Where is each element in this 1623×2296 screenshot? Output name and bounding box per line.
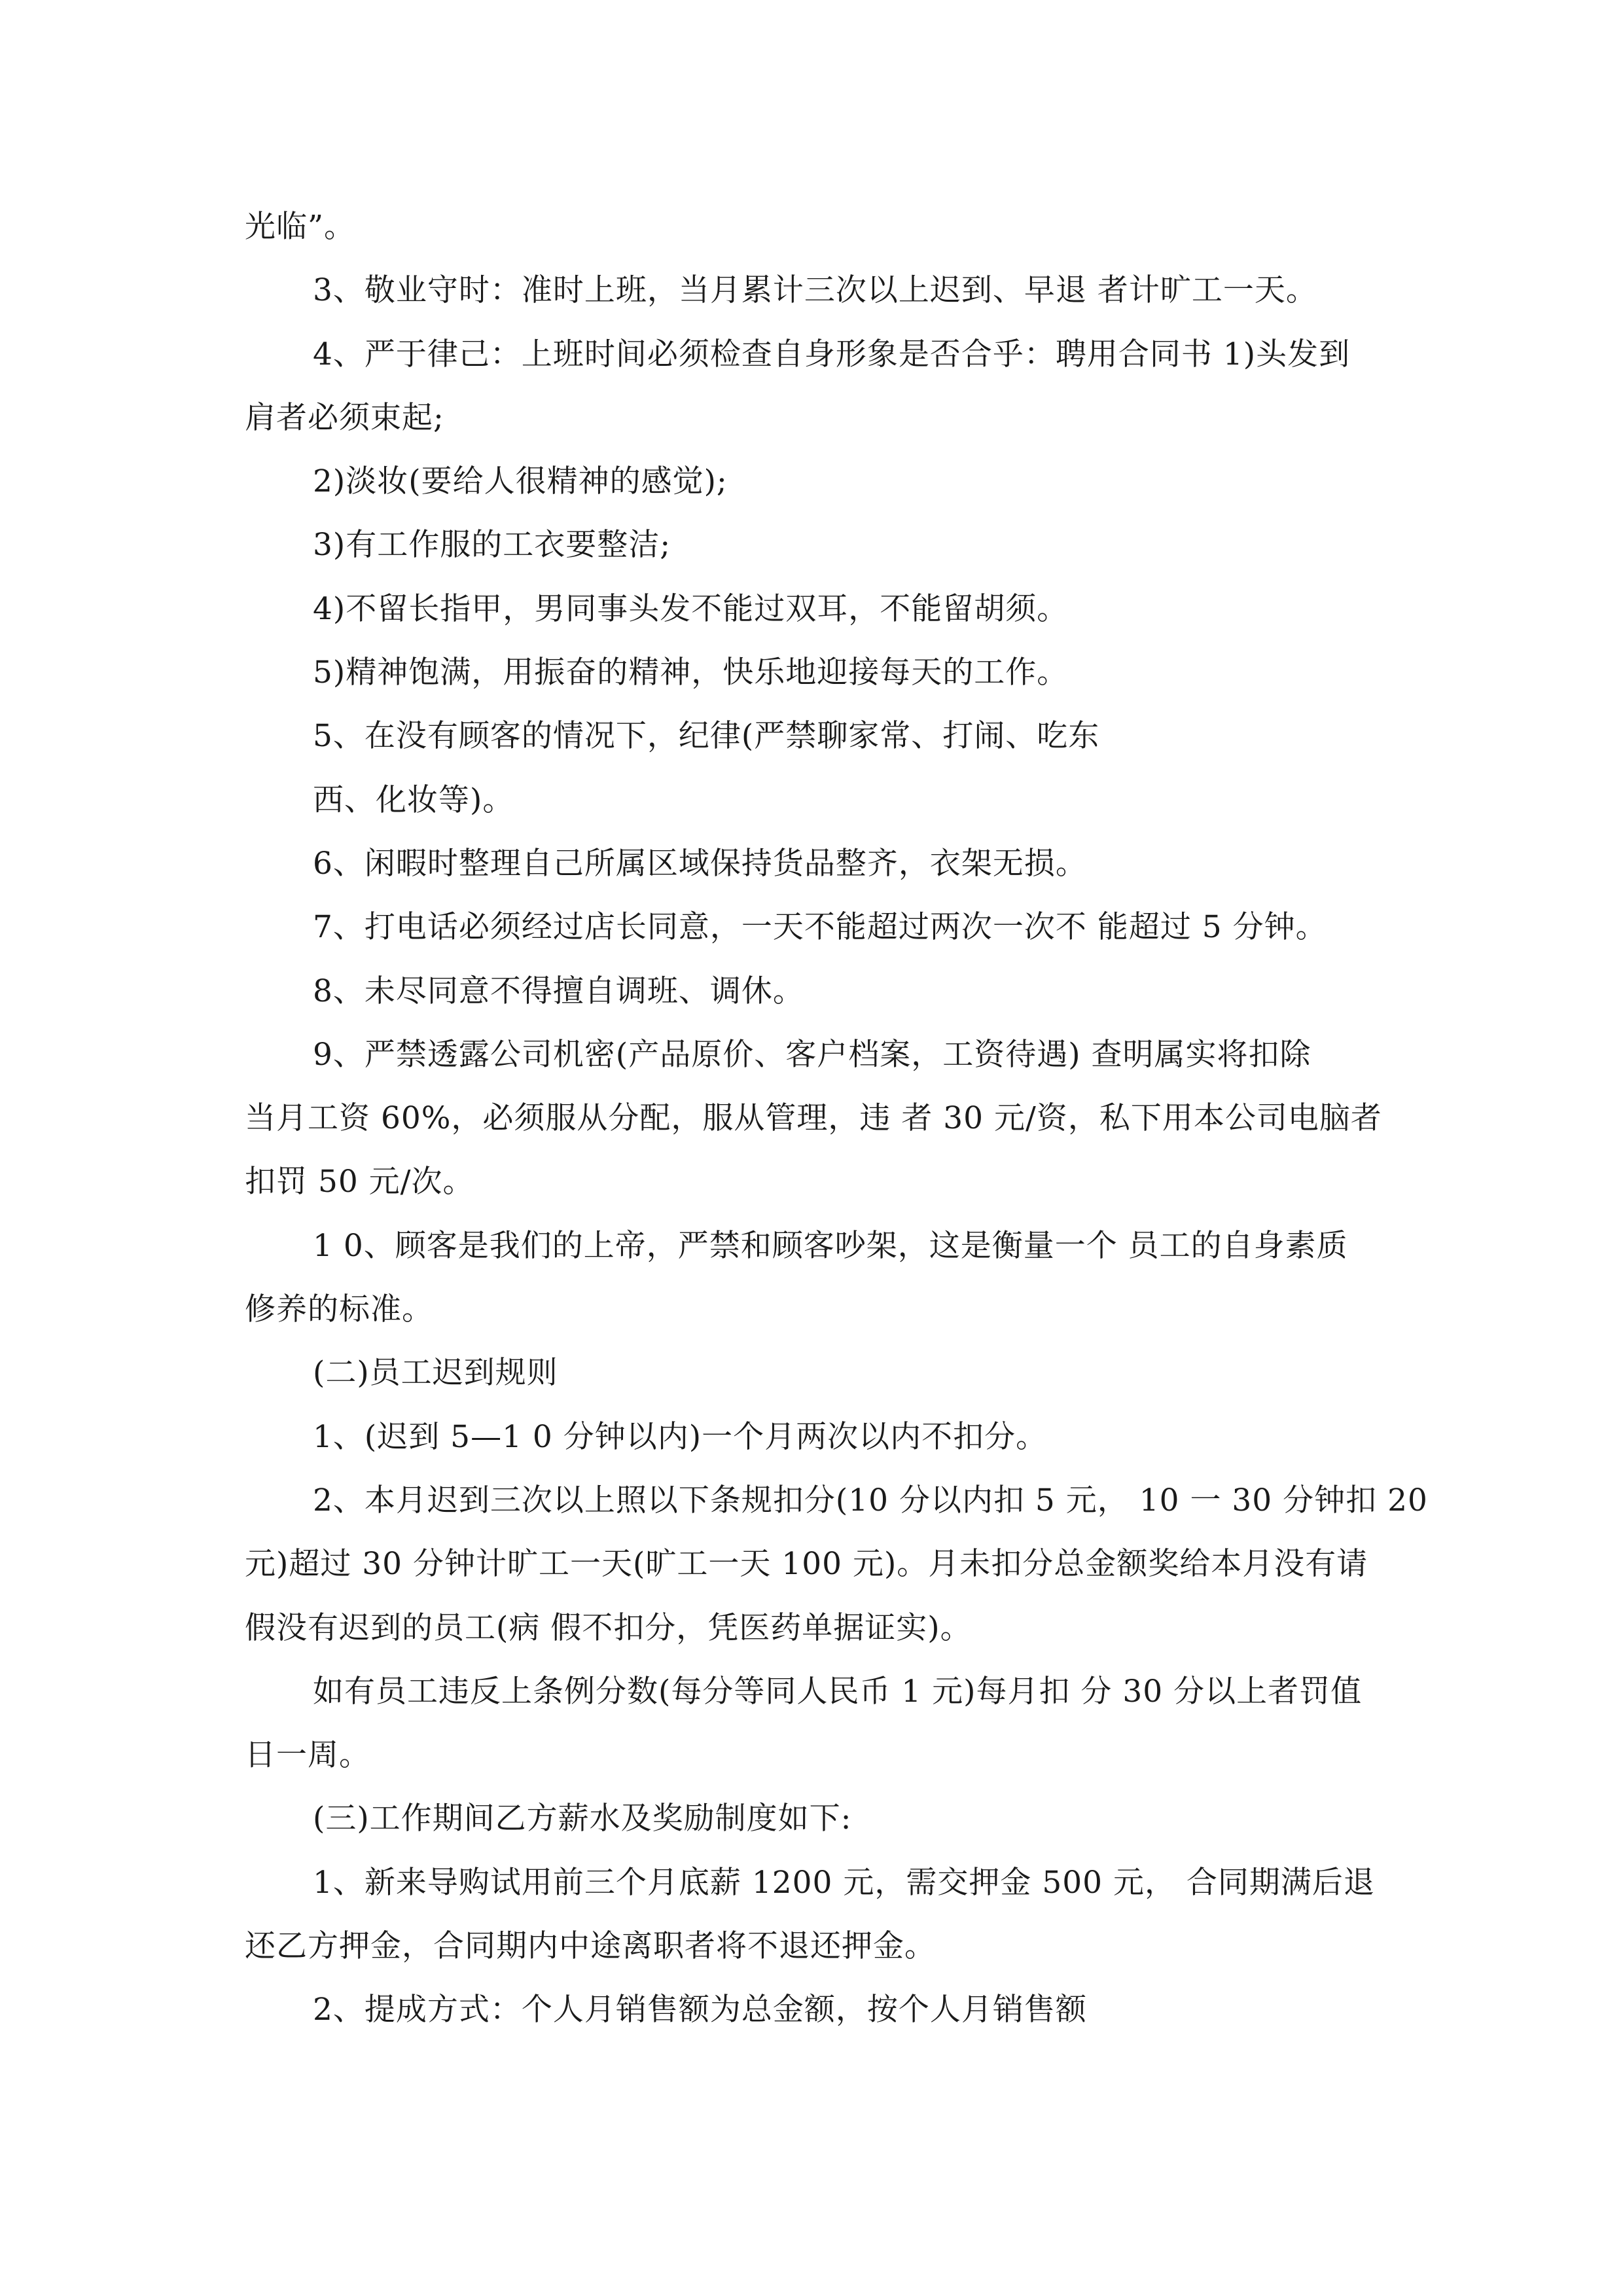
text-line: 1 0、顾客是我们的上帝，严禁和顾客吵架，这是衡量一个 员工的自身素质 — [313, 1227, 1348, 1264]
text-line: 日一周。 — [245, 1737, 370, 1774]
text-line: 4)不留长指甲，男同事头发不能过双耳，不能留胡须。 — [313, 590, 1069, 627]
text-line: 修养的标准。 — [245, 1291, 433, 1328]
text-line: 3)有工作服的工衣要整洁; — [313, 527, 671, 564]
text-line: 肩者必须束起; — [245, 399, 444, 436]
text-line: 1、(迟到 5—1 0 分钟以内)一个月两次以内不扣分。 — [313, 1418, 1048, 1455]
section-heading: (三)工作期间乙方薪水及奖励制度如下: — [313, 1801, 852, 1837]
text-line: 9、严禁透露公司机密(产品原价、客户档案，工资待遇) 查明属实将扣除 — [313, 1036, 1311, 1073]
text-line: 2)淡妆(要给人很精神的感觉); — [313, 463, 728, 500]
text-line: 还乙方押金，合同期内中途离职者将不退还押金。 — [245, 1928, 936, 1965]
text-line: 6、闲暇时整理自己所属区域保持货品整齐，衣架无损。 — [313, 845, 1087, 882]
text-line: 8、未尽同意不得擅自调班、调休。 — [313, 973, 804, 1009]
text-line: 4、严于律己：上班时间必须检查自身形象是否合乎：聘用合同书 1)头发到 — [313, 336, 1351, 372]
text-line: 西、化妆等)。 — [313, 781, 514, 818]
document-body — [245, 195, 1428, 2042]
text-line: 7、打电话必须经过店长同意，一天不能超过两次一次不 能超过 5 分钟。 — [313, 909, 1327, 946]
text-line: 扣罚 50 元/次。 — [245, 1164, 474, 1200]
text-line: 如有员工违反上条例分数(每分等同人民币 1 元)每月扣 分 30 分以上者罚值 — [313, 1673, 1363, 1710]
text-line: 2、本月迟到三次以上照以下条规扣分(10 分以内扣 5 元， 10 一 30 分钟扣 20 — [313, 1482, 1428, 1518]
text-line: 光临”。 — [245, 209, 356, 245]
text-line: 当月工资 60%，必须服从分配，服从管理，违 者 30 元/资，私下用本公司电脑者 — [245, 1100, 1382, 1137]
text-line: 2、提成方式：个人月销售额为总金额，按个人月销售额 — [313, 1992, 1087, 2028]
section-heading: (二)员工迟到规则 — [313, 1355, 558, 1391]
text-line: 元)超过 30 分钟计旷工一天(旷工一天 100 元)。月未扣分总金额奖给本月没有请 — [245, 1546, 1368, 1583]
text-line: 假没有迟到的员工(病 假不扣分，凭医药单据证实)。 — [245, 1609, 972, 1646]
text-line: 3、敬业守时：准时上班，当月累计三次以上迟到、早退 者计旷工一天。 — [313, 272, 1317, 309]
text-line: 5、在没有顾客的情况下，纪律(严禁聊家常、打闹、吃东 — [313, 718, 1100, 755]
text-line: 5)精神饱满，用振奋的精神，快乐地迎接每天的工作。 — [313, 655, 1069, 691]
text-line: 1、新来导购试用前三个月底薪 1200 元，需交押金 500 元， 合同期满后退 — [313, 1864, 1375, 1901]
